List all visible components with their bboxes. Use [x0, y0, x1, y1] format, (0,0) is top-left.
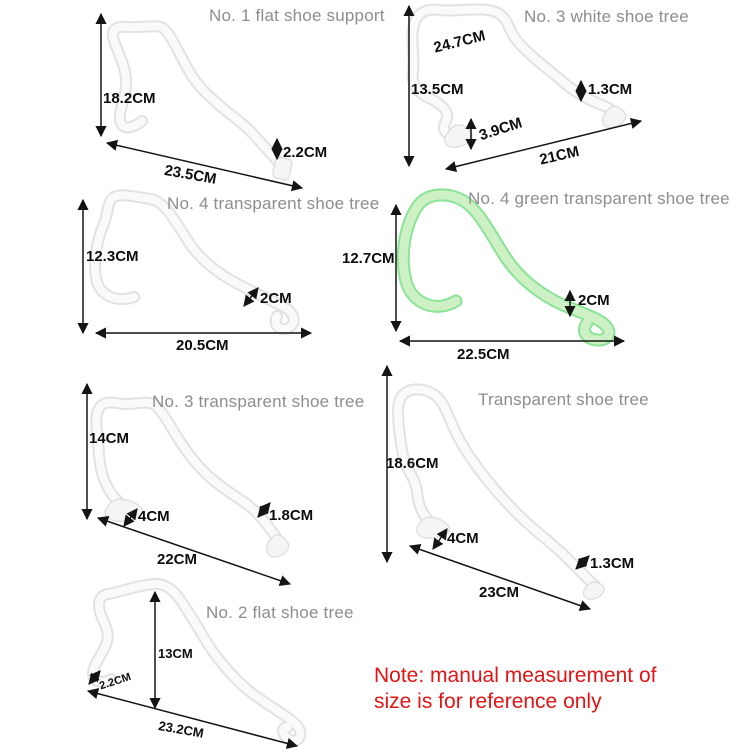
- heel-width-label: 3.9CM: [477, 114, 525, 145]
- height-label: 12.3CM: [86, 248, 139, 265]
- shoe-tree-no3-clear-shape: [96, 402, 288, 556]
- length-label: 22.5CM: [457, 346, 510, 363]
- height-label: 12.7CM: [342, 250, 395, 267]
- shoe-tree-green-shape: [403, 195, 609, 340]
- tip-width-label: 1.8CM: [269, 507, 314, 524]
- product-title: Transparent shoe tree: [478, 390, 649, 409]
- product-title: No. 3 transparent shoe tree: [152, 392, 365, 411]
- arc-length-label: 24.7CM: [432, 27, 488, 57]
- length-label: 23.2CM: [157, 718, 205, 741]
- thickness-label: 2.2CM: [283, 144, 328, 161]
- product-title: No. 4 green transparent shoe tree: [468, 189, 730, 208]
- product-title: No. 4 transparent shoe tree: [167, 194, 380, 213]
- height-label: 13CM: [158, 646, 193, 661]
- length-label: 22CM: [157, 551, 198, 568]
- measurement-note-line-1: Note: manual measurement of: [374, 664, 657, 687]
- product-title: No. 3 white shoe tree: [524, 7, 689, 26]
- thickness-label: 2.2CM: [98, 670, 133, 693]
- measurement-note-line-2: size is for reference only: [374, 690, 602, 713]
- heel-width-label: 4CM: [138, 508, 170, 525]
- shoe-tree-transparent-shape: [398, 389, 604, 599]
- height-label: 14CM: [89, 430, 130, 447]
- thickness-label: 2CM: [578, 292, 610, 309]
- heel-width-label: 4CM: [447, 530, 479, 547]
- thickness-label: 2CM: [260, 290, 292, 307]
- product-title: No. 2 flat shoe tree: [206, 603, 354, 622]
- length-label: 20.5CM: [176, 337, 229, 354]
- tip-width-label: 1.3CM: [590, 555, 635, 572]
- length-label: 23CM: [479, 584, 520, 601]
- tip-width-label: 1.3CM: [588, 81, 633, 98]
- length-label: 21CM: [538, 142, 581, 169]
- height-label: 18.6CM: [386, 455, 439, 472]
- product-title: No. 1 flat shoe support: [209, 6, 385, 25]
- length-label: 23.5CM: [163, 162, 218, 188]
- height-label: 13.5CM: [411, 81, 464, 98]
- height-label: 18.2CM: [103, 90, 156, 107]
